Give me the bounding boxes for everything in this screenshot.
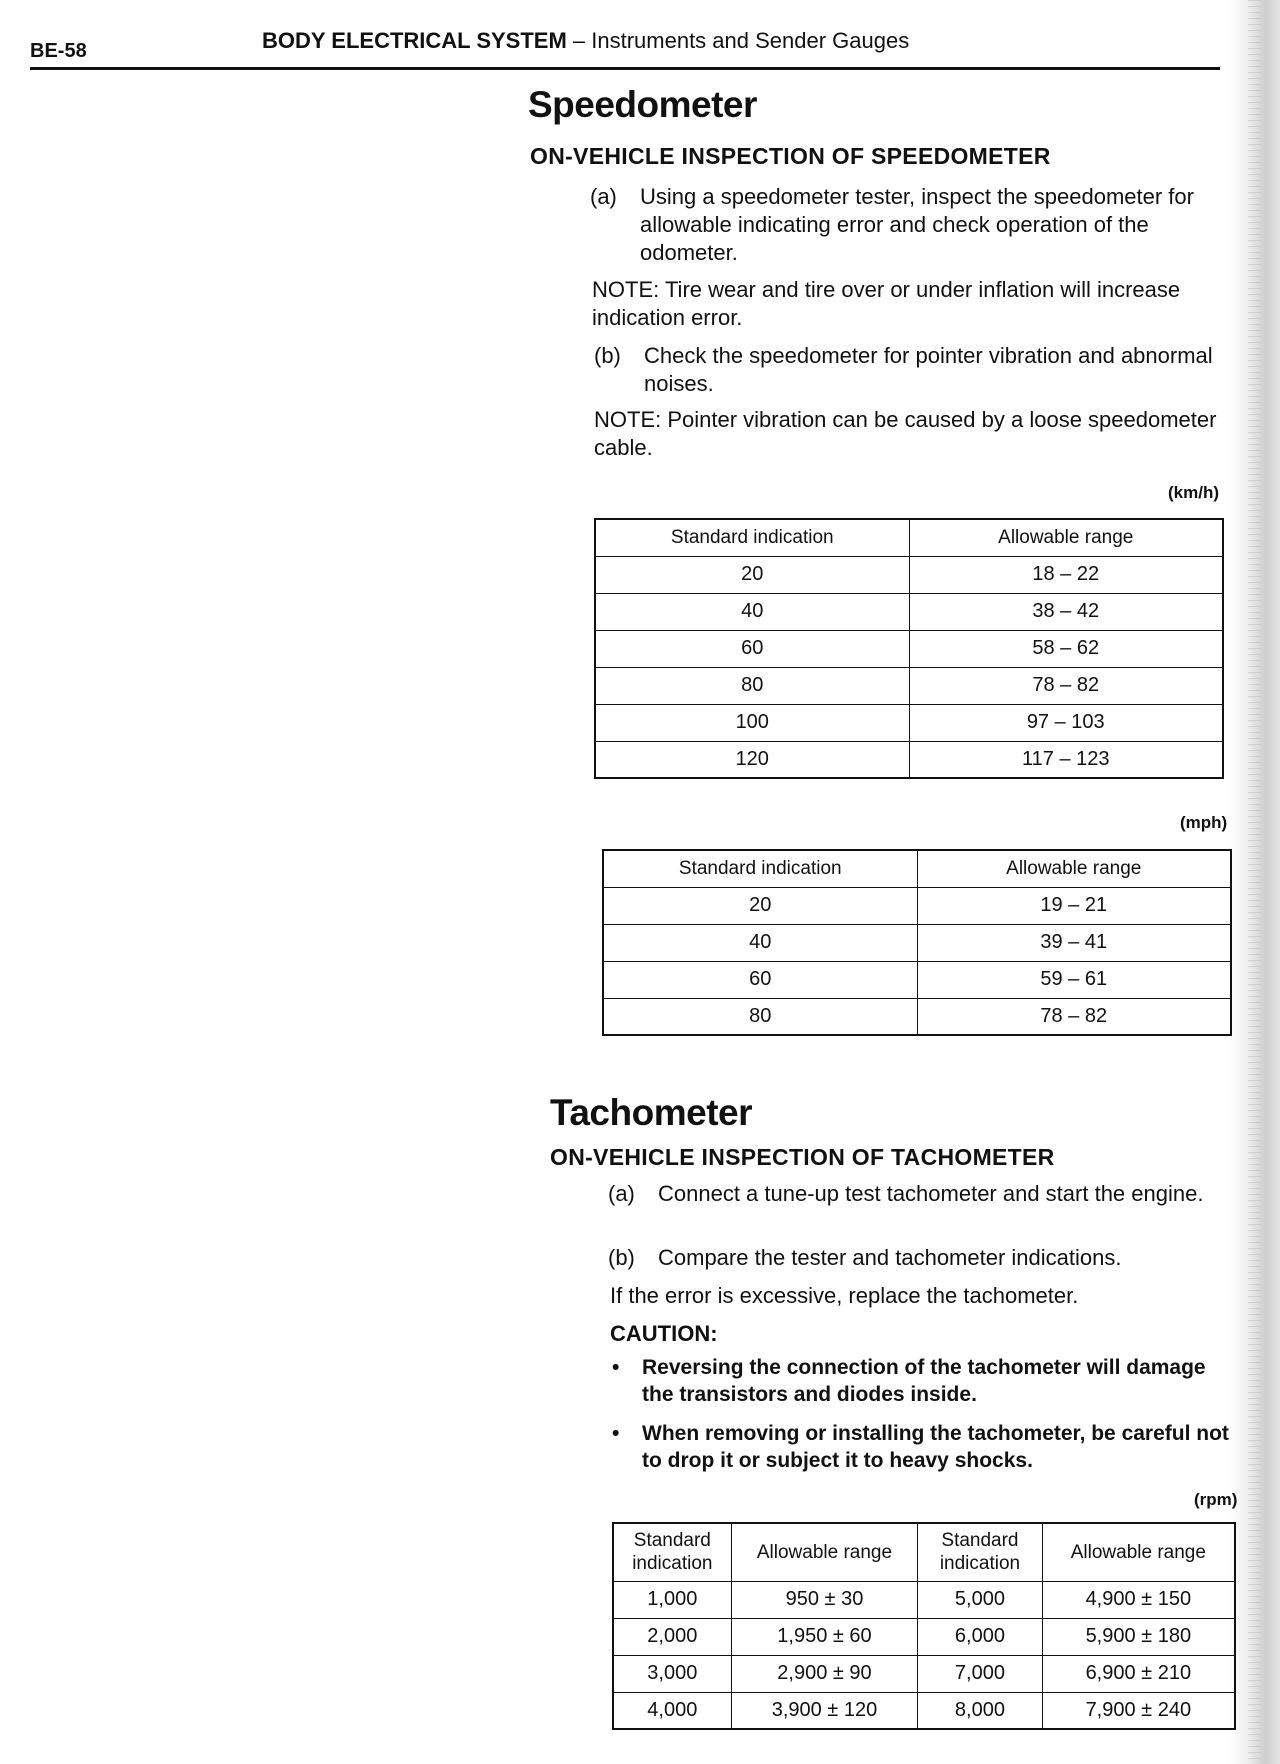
column-header: Allowable range <box>731 1523 918 1581</box>
table-cell: 6,000 <box>918 1618 1042 1655</box>
table-row <box>595 556 1223 593</box>
table-cell: 80 <box>603 998 917 1035</box>
table-header-row <box>613 1523 1235 1581</box>
table-cell: 80 <box>595 667 909 704</box>
table-cell: 3,900 ± 120 <box>731 1692 918 1729</box>
table-row <box>603 887 1231 924</box>
table-cell: 1,950 ± 60 <box>731 1618 918 1655</box>
table-cell: 18 – 22 <box>909 556 1223 593</box>
table-row <box>595 593 1223 630</box>
table-cell: 2,000 <box>613 1618 731 1655</box>
bullet-icon: • <box>612 1422 620 1445</box>
table-row <box>595 630 1223 667</box>
column-header: Allowable range <box>909 519 1223 556</box>
column-header: Standard indication <box>595 519 909 556</box>
caution-bullet-1 <box>612 1354 1242 1408</box>
speedometer-subtitle: ON-VEHICLE INSPECTION OF SPEEDOMETER <box>530 143 1051 169</box>
step-label: (b) <box>608 1245 635 1270</box>
table-cell: 60 <box>595 630 909 667</box>
table-cell: 8,000 <box>918 1692 1042 1729</box>
step-text: Using a speedometer tester, inspect the speedometer for allowable indicating error and check operation of the odometer. <box>640 184 1194 265</box>
table-cell: 1,000 <box>613 1581 731 1618</box>
table-cell: 4,000 <box>613 1692 731 1729</box>
table-cell: 19 – 21 <box>917 887 1231 924</box>
step-label: (a) <box>608 1181 635 1206</box>
rpm-unit-label: (rpm) <box>1194 1490 1238 1509</box>
table-cell: 38 – 42 <box>909 593 1223 630</box>
tachometer-subtitle: ON-VEHICLE INSPECTION OF TACHOMETER <box>550 1144 1055 1170</box>
column-header: Standard indication <box>918 1523 1042 1581</box>
table-cell: 4,900 ± 150 <box>1042 1581 1235 1618</box>
column-header: Standard indication <box>603 850 917 887</box>
kmh-unit-label: (km/h) <box>1168 483 1219 502</box>
table-row <box>613 1692 1235 1729</box>
table-cell: 7,000 <box>918 1655 1042 1692</box>
table-cell: 6,900 ± 210 <box>1042 1655 1235 1692</box>
table-cell: 60 <box>603 961 917 998</box>
table-cell: 78 – 82 <box>909 667 1223 704</box>
table-cell: 7,900 ± 240 <box>1042 1692 1235 1729</box>
table-cell: 20 <box>603 887 917 924</box>
column-header: Allowable range <box>1042 1523 1235 1581</box>
speedometer-title: Speedometer <box>528 84 757 125</box>
tachometer-title: Tachometer <box>550 1092 752 1133</box>
table-cell: 40 <box>603 924 917 961</box>
step-text: Connect a tune-up test tachometer and start the engine. <box>658 1181 1204 1206</box>
page-number: BE-58 <box>30 40 87 62</box>
table-cell: 117 – 123 <box>909 741 1223 778</box>
table-row <box>595 667 1223 704</box>
table-cell: 97 – 103 <box>909 704 1223 741</box>
speedometer-note-2: NOTE: Pointer vibration can be caused by a loose speedometer cable. <box>594 407 1217 460</box>
tachometer-step-b <box>608 1244 1232 1272</box>
table-row <box>603 961 1231 998</box>
speedometer-note-1: NOTE: Tire wear and tire over or under inflation will increase indication error. <box>592 277 1181 330</box>
table-cell: 59 – 61 <box>917 961 1231 998</box>
tachometer-error-text: If the error is excessive, replace the tachometer. <box>610 1283 1079 1308</box>
table-row <box>613 1655 1235 1692</box>
table-row <box>595 704 1223 741</box>
speedometer-step-b <box>594 342 1222 398</box>
table-row <box>613 1581 1235 1618</box>
table-header-row <box>603 850 1231 887</box>
section-title: BODY ELECTRICAL SYSTEM <box>262 28 567 53</box>
speedometer-step-a <box>590 183 1222 267</box>
table-cell: 5,000 <box>918 1581 1042 1618</box>
table-cell: 78 – 82 <box>917 998 1231 1035</box>
table-cell: 100 <box>595 704 909 741</box>
caution-bullet-2 <box>612 1420 1242 1474</box>
table-cell: 2,900 ± 90 <box>731 1655 918 1692</box>
bullet-text: When removing or installing the tachometer, be careful not to drop it or subject it to heavy shocks. <box>642 1422 1229 1472</box>
step-text: Check the speedometer for pointer vibration and abnormal noises. <box>644 343 1213 396</box>
table-row <box>595 741 1223 778</box>
table-cell: 39 – 41 <box>917 924 1231 961</box>
bullet-text: Reversing the connection of the tachometer will damage the transistors and diodes inside. <box>642 1356 1206 1406</box>
table-cell: 40 <box>595 593 909 630</box>
tachometer-step-a <box>608 1180 1232 1208</box>
table-row <box>613 1618 1235 1655</box>
step-label: (b) <box>594 343 621 368</box>
subsection-title: – Instruments and Sender Gauges <box>572 28 910 53</box>
table-row <box>603 924 1231 961</box>
table-cell: 20 <box>595 556 909 593</box>
step-text: Compare the tester and tachometer indications. <box>658 1245 1122 1270</box>
caution-label: CAUTION: <box>610 1321 718 1346</box>
table-cell: 58 – 62 <box>909 630 1223 667</box>
column-header: Standard indication <box>613 1523 731 1581</box>
table-row <box>603 998 1231 1035</box>
tachometer-table <box>612 1522 1236 1730</box>
mph-unit-label: (mph) <box>1180 813 1228 832</box>
kmh-speed-table <box>594 518 1224 779</box>
table-cell: 950 ± 30 <box>731 1581 918 1618</box>
step-label: (a) <box>590 184 617 209</box>
table-cell: 120 <box>595 741 909 778</box>
column-header: Allowable range <box>917 850 1231 887</box>
bullet-icon: • <box>612 1356 620 1379</box>
table-header-row <box>595 519 1223 556</box>
mph-speed-table <box>602 849 1232 1036</box>
table-cell: 3,000 <box>613 1655 731 1692</box>
table-cell: 5,900 ± 180 <box>1042 1618 1235 1655</box>
